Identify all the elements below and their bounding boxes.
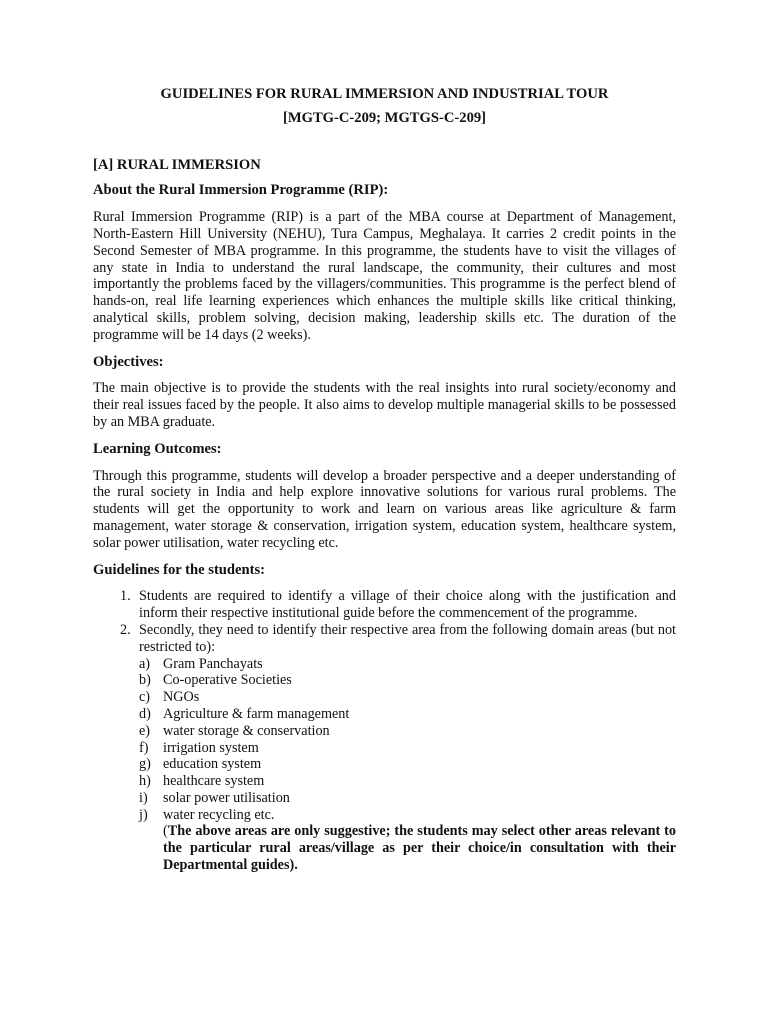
domain-area-letter: e) [139, 722, 151, 739]
domain-area-letter: g) [139, 756, 151, 773]
domain-area-text: solar power utilisation [163, 789, 290, 806]
domain-area-letter: d) [139, 705, 151, 722]
guidelines-heading: Guidelines for the students: [93, 561, 266, 578]
document-page [93, 86, 676, 874]
guideline-number: 2. [120, 621, 131, 638]
domain-area-text: Gram Panchayats [163, 655, 263, 672]
guideline-number: 1. [120, 588, 131, 605]
domain-area-item [139, 689, 676, 706]
document-title: GUIDELINES FOR RURAL IMMERSION AND INDUSTRIAL TOUR [160, 86, 609, 102]
section-heading-rural-immersion: [A] RURAL IMMERSION [93, 156, 261, 173]
guideline-text: Students are required to identify a village of their choice along with the justification and inform their respective institutional guide before the commencement of the programme. [139, 588, 676, 622]
domain-areas-list [139, 656, 676, 824]
guideline-item [93, 588, 676, 622]
guideline-item [93, 622, 676, 874]
objectives-paragraph: The main objective is to provide the students with the real insights into rural society/economy and their real issues faced by the people. It also aims to develop multiple managerial skills to be possessed by an MBA graduate. [93, 380, 676, 430]
domain-area-letter: c) [139, 689, 151, 706]
domain-area-text: water recycling etc. [163, 806, 275, 823]
guidelines-list [93, 588, 676, 874]
domain-area-letter: i) [139, 789, 148, 806]
note-close: ). [289, 857, 298, 874]
domain-area-text: education system [163, 756, 262, 773]
domain-area-item [139, 740, 676, 757]
domain-area-letter: b) [139, 672, 151, 689]
domain-area-item [139, 723, 676, 740]
domain-area-text: Co-operative Societies [163, 672, 292, 689]
domain-area-item [139, 807, 676, 824]
domain-area-item [139, 773, 676, 790]
about-paragraph: Rural Immersion Programme (RIP) is a part of the MBA course at Department of Management, North-Eastern Hill University (NEHU), Tura Campus, Meghalaya. It carries 2 credit points in the Second Semester of MBA programme. In this programme, the students have to visit the villages of any state in India to understand the rural landscape, the community, their cultures and most importantly the problems faced by the villagers/communities. This programme is the perfect blend of hands-on, real life learning experiences which enhances the multiple skills like critical thinking, analytical skills, problem solving, decision making, leadership skills etc. The duration of the programme will be 14 days (2 weeks). [93, 209, 676, 343]
course-code: [MGTG-C-209; MGTGS-C-209] [282, 109, 487, 126]
note-open-paren: ( [163, 823, 168, 840]
objectives-heading: Objectives: [93, 353, 164, 370]
suggestive-areas-note [163, 823, 676, 873]
domain-area-letter: a) [139, 655, 151, 672]
domain-area-text: healthcare system [163, 773, 265, 790]
domain-area-item [139, 656, 676, 673]
about-heading: About the Rural Immersion Programme (RIP): [93, 182, 389, 199]
note-text: The above areas are only suggestive; the students may select other areas relevant to the particular rural areas/village as per their choice/in consultation with their Departmental guides [163, 823, 676, 874]
learning-outcomes-heading: Learning Outcomes: [93, 440, 222, 457]
guideline-text: Secondly, they need to identify their respective area from the following domain areas (but not restricted to): [139, 621, 676, 655]
domain-area-letter: j) [139, 806, 148, 823]
domain-area-letter: h) [139, 773, 151, 790]
domain-area-item [139, 790, 676, 807]
domain-area-text: Agriculture & farm management [163, 705, 350, 722]
domain-area-item [139, 706, 676, 723]
domain-area-item [139, 672, 676, 689]
domain-area-letter: f) [139, 739, 149, 756]
domain-area-text: irrigation system [163, 739, 259, 756]
domain-area-text: water storage & conservation [163, 722, 330, 739]
domain-area-item [139, 756, 676, 773]
domain-area-text: NGOs [163, 689, 200, 706]
learning-outcomes-paragraph: Through this programme, students will develop a broader perspective and a deeper understanding of the rural society in India and help explore innovative solutions for various rural problems. The students will get the opportunity to work and learn on various areas like agriculture & farm management, water storage & conservation, irrigation system, education system, healthcare system, solar power utilisation, water recycling etc. [93, 467, 676, 551]
